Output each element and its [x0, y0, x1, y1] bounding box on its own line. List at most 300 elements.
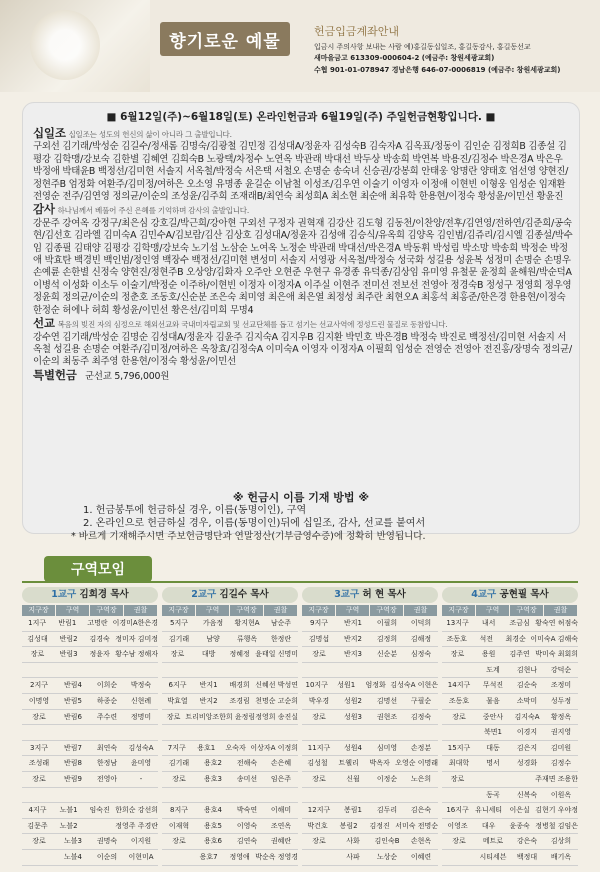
table-cell: 1지구: [28, 619, 47, 627]
table-cell: 신순분: [376, 650, 398, 659]
table-cell: 전해숙: [236, 759, 258, 768]
table-cell: [442, 850, 476, 865]
table-row: [302, 850, 438, 866]
table-cell: 엄정화: [365, 681, 386, 690]
table-cell: 이영조: [447, 821, 468, 830]
table-cell: 무석진: [482, 681, 504, 690]
table-cell: 김정숙: [410, 712, 432, 721]
table-cell: 강덕순: [550, 665, 572, 674]
table-cell: 반림4: [64, 681, 82, 690]
col-header: 권찰: [264, 605, 297, 616]
table-cell: [370, 788, 404, 803]
table-cell: 이순의: [96, 852, 118, 861]
table-cell: 10지구: [305, 681, 328, 690]
table-cell: 시티세븐: [479, 852, 507, 861]
table-row: [22, 678, 158, 694]
table-row: [442, 632, 578, 648]
table-row: [442, 725, 578, 741]
table-cell: 한희순 강선희: [115, 806, 158, 815]
table-cell: 오영순 이명래: [395, 759, 438, 768]
table-row: [442, 678, 578, 694]
table-cell: 조동호: [446, 634, 467, 643]
table-cell: 봉림1: [344, 806, 362, 815]
lily-image: [0, 0, 150, 92]
tithe-note: 십일조는 성도의 헌신의 삶이 아니라 그 출발입니다.: [68, 130, 232, 139]
table-row: [162, 678, 298, 694]
table-cell: 신현례: [130, 696, 152, 705]
table-cell: 반림1: [58, 619, 77, 627]
table-row: [302, 741, 438, 757]
table-row: [162, 647, 298, 663]
method-1: 1. 헌금봉투에 헌금하실 경우, 이름(동명이인), 구역: [83, 505, 307, 516]
table-cell: [196, 788, 230, 803]
table-cell: 반지2: [199, 696, 218, 705]
table-cell: 정윤자: [89, 650, 110, 659]
special-label: 특별헌금: [33, 367, 77, 382]
district-4: [442, 587, 578, 865]
table-row: [22, 694, 158, 710]
table-cell: 장로: [452, 712, 466, 721]
method-title: ※ 헌금시 이름 기재 방법 ※: [232, 491, 370, 504]
col-header: 구역장: [90, 605, 123, 616]
col-header: 구역: [336, 605, 369, 616]
table-cell: [90, 725, 124, 740]
table-cell: 정영애: [229, 852, 250, 861]
table-cell: 노블2: [59, 821, 78, 830]
table-cell: 이원옥: [550, 790, 572, 799]
district-rows: [442, 616, 578, 866]
table-cell: 노블1: [59, 806, 78, 815]
table-cell: 성두정: [550, 696, 572, 705]
table-cell: 김인숙B: [374, 837, 400, 846]
table-cell: 조금심: [509, 619, 530, 627]
col-header: 권찰: [404, 605, 437, 616]
table-cell: 윤태일 신명미: [255, 650, 298, 659]
col-header: 구역: [476, 605, 509, 616]
table-cell: 장로: [312, 774, 326, 783]
table-cell: 용호1: [197, 743, 216, 752]
mission-label: 선교: [33, 316, 55, 331]
table-cell: 윤미영: [130, 759, 152, 768]
table-cell: 황지현A: [234, 619, 260, 627]
table-cell: 장로: [312, 837, 326, 846]
table-cell: 박효열: [167, 696, 188, 705]
table-cell: 하종순: [96, 696, 118, 705]
table-cell: 성원4: [344, 743, 362, 752]
district-header: [162, 587, 298, 603]
table-cell: 김은숙: [410, 806, 432, 815]
table-cell: 사화: [346, 837, 360, 846]
table-cell: [264, 663, 298, 678]
table-cell: 장로: [172, 774, 186, 783]
table-cell: 김성대: [27, 634, 48, 643]
col-header: 지구장: [302, 605, 335, 616]
table-cell: 김현나: [516, 665, 538, 674]
table-row: [22, 647, 158, 663]
table-cell: 조한희 윤정림: [212, 712, 256, 721]
table-cell: [230, 788, 264, 803]
table-cell: 반림5: [64, 696, 82, 705]
table-cell: 도계: [486, 665, 500, 674]
table-row: [22, 710, 158, 726]
table-cell: 김성철: [307, 759, 328, 768]
table-cell: 장로: [312, 712, 326, 721]
table-cell: 배기옥: [550, 852, 572, 861]
table-cell: 박옥자: [369, 759, 390, 768]
table-row: [442, 850, 578, 866]
table-cell: 성경화: [516, 759, 538, 768]
table-cell: [162, 850, 193, 865]
tithe-names: 구외선 김기래/박성순 김길수/정새롬 김명숙/김광철 김민정 김성대A/정윤자 김성숙B 김숙자A 김옥표/정동이 김인순 김정희B 김종설 김평강 김학맹/강보숙 김한별 김혜연 김희숙B 노광택/차정수 노연옥 박관래 박대선 박두상 박송희 박연복 박용진/김정수 박은경A 박은우 박정애 박태윤B 백정선/김미현 서솔지 서옥철/박정숙 서은택 서철오 손명순 송숙녀 신승권/강봉희 안태웅 앙명란 양태호 엄선영 양현진/정현주B 엄정화 여환주/김미정/여하은 오소영 유명종 윤길순 이남철 이성조/김우연 이술기 이영자 이정애 이현빈 이형웅 임성순 임재환 전영순 전주/김연영 정의균/이순의 조성윤/김주희 조재래B/최연숙 최성희A 최소현 최순애 최유학 한용현/이정숙 황성윤/이민선 황윤진: [33, 141, 569, 203]
table-row: [302, 663, 438, 679]
table-cell: 신복숙: [516, 790, 538, 799]
table-row: [22, 616, 158, 632]
table-cell: 정혜정: [229, 650, 250, 659]
table-cell: 정명미: [130, 712, 152, 721]
table-cell: [404, 725, 438, 740]
table-cell: 김기래: [168, 634, 190, 643]
week-header: ■ 6월12일(주)~6월18일(토) 온라인헌금과 6월19일(주) 주일헌금현황입니다. ■: [106, 111, 496, 123]
table-cell: 장로: [452, 837, 466, 846]
table-cell: [22, 663, 56, 678]
table-cell: 장로: [30, 650, 45, 659]
table-cell: 5지구: [170, 619, 188, 627]
table-cell: 이경미A한은경: [112, 619, 158, 627]
table-cell: [124, 663, 158, 678]
table-cell: 정병철 김임은: [535, 821, 578, 830]
table-row: [162, 616, 298, 632]
col-header: 권찰: [544, 605, 577, 616]
table-cell: 남양: [206, 634, 220, 643]
table-cell: 김주연: [509, 650, 530, 659]
table-cell: 박미숙 최회희: [535, 650, 578, 659]
table-cell: 중안사: [482, 712, 504, 721]
table-cell: [302, 663, 336, 678]
district-num: 4교구: [471, 589, 497, 600]
account-info: [314, 26, 594, 76]
table-row: [442, 710, 578, 726]
table-cell: 이영숙: [236, 821, 258, 830]
table-cell: [22, 788, 56, 803]
table-cell: [442, 788, 476, 803]
district-num: 2교구: [191, 589, 217, 600]
table-cell: [302, 725, 336, 740]
table-row: [162, 788, 298, 804]
table-cell: 강은숙: [516, 837, 538, 846]
table-cell: [370, 725, 404, 740]
table-cell: 메트로: [482, 837, 504, 846]
table-row: [22, 834, 158, 850]
table-cell: 장로: [450, 650, 465, 659]
table-cell: 박우경: [308, 696, 330, 705]
table-cell: 전영아: [96, 774, 118, 783]
table-cell: [196, 663, 230, 678]
table-cell: 사파: [346, 852, 360, 861]
table-cell: 임숙진: [89, 806, 110, 815]
table-cell: [230, 725, 264, 740]
table-row: [22, 756, 158, 772]
table-cell: 김상희: [550, 837, 572, 846]
table-cell: 윤종숙: [509, 821, 530, 830]
table-cell: 내서: [481, 619, 496, 627]
table-cell: 반림8: [64, 759, 82, 768]
table-cell: 김정수: [550, 759, 572, 768]
table-cell: 명서: [486, 759, 500, 768]
district-rows: [302, 616, 438, 866]
table-cell: 주재면 조용한: [535, 774, 578, 783]
table-cell: 장로: [32, 774, 46, 783]
table-cell: 박정숙: [130, 681, 152, 690]
table-cell: 김미원: [550, 743, 572, 752]
table-cell: 박순옥 정영경: [255, 852, 298, 861]
table-cell: 조연옥: [270, 821, 292, 830]
account-title: 헌금입금계좌안내: [314, 25, 400, 38]
col-header: 구역장: [510, 605, 543, 616]
table-cell: 천명순 고순희: [255, 696, 298, 705]
table-row: [442, 803, 578, 819]
table-cell: 8지구: [170, 806, 188, 815]
table-cell: 조성래: [28, 759, 50, 768]
table-cell: 최경순: [505, 634, 526, 643]
district-1: [22, 587, 158, 865]
table-cell: 동곡: [486, 790, 500, 799]
table-row: [442, 616, 578, 632]
table-cell: 반지1: [199, 681, 218, 690]
thanks-note: 하나님께서 베풀어 주신 은혜를 기억하며 감사의 출발입니다.: [57, 206, 250, 216]
table-cell: 권현조: [376, 712, 398, 721]
table-cell: [56, 788, 90, 803]
table-cell: [336, 663, 370, 678]
district-2: [162, 587, 298, 865]
table-row: [162, 710, 298, 726]
table-cell: -: [139, 774, 143, 783]
col-header: 지구장: [22, 605, 55, 616]
table-cell: 최대학: [448, 759, 470, 768]
thanks-names: 강문주 강여옥 강정구/최은심 강호길/박근희/강아현 구외선 구정자 권혁재 김강산 김도형 김동천/이찬양/전후/김연영/전하연/김준희/공숙현/김선호 김라엘 김미숙A 김민수A/김보람/김산 김상호 김성대A/정윤자 김성애 김승식/유옥희 김양옥 김인범/김쥬리/김시엘 김종설/박수임 김종필 김태양 김평강 김학맹/강보숙 노기섭 노삼순 노여옥 노정순 박관래 박대선/박은경A 박동휘 박성림 박소망 박송희 박정순 박정애 박효탄 백경빈 백인범/정인영 백장수 백정선/김미현 변성미 서솔지 서영광 서옥철/박정숙 성국화 성길용 성윤복 성정미 손명순 손명우 손예륜 손한별 신정숙 양현진/정현주B 오상양/김화자 오주안 오현준 우현구 유경종 유덕종/김상임 유미영 유철문 윤정희 윤해원/박순덕A 이병석 이성화 이소두 이술기/박정순 이주하/이현빈 이정자 이정자A 이주실 이현주 전미선 전보선 전영아 정경숙B 정성구 정영희 정우영 정윤희 정의균/이순의 정춘호 조동호/신순분 조은숙 최미영 최은애 최은열 최정성 최주란 최현오A 최홍석 최홍준/한은경 한용현/이정숙 한정순 허에나 허희 황성윤/이민선 황은선/김미희 무명4: [33, 217, 573, 316]
table-cell: [473, 772, 504, 787]
table-cell: 박숙연: [236, 806, 258, 815]
table-cell: 유니세티: [475, 806, 503, 815]
table-cell: 조경림: [229, 696, 250, 705]
table-cell: 4지구: [28, 806, 47, 815]
table-row: [302, 834, 438, 850]
table-cell: 이정순: [376, 774, 398, 783]
table-cell: 이명영: [28, 696, 50, 705]
table-row: [302, 710, 438, 726]
table-cell: 용호7: [199, 852, 218, 861]
table-row: [22, 850, 158, 866]
table-cell: 조동호: [448, 696, 470, 705]
table-cell: 이경지: [516, 728, 538, 737]
district-rows: [162, 616, 298, 866]
table-cell: 주수련: [96, 712, 118, 721]
col-header: 권찰: [124, 605, 157, 616]
table-row: [162, 772, 298, 788]
table-cell: 가음정: [202, 619, 224, 627]
table-cell: 이재혁: [168, 821, 190, 830]
table-row: [162, 663, 298, 679]
offering-body: [33, 127, 573, 383]
table-row: [22, 788, 158, 804]
table-row: [22, 663, 158, 679]
table-cell: 대동: [486, 743, 500, 752]
table-row: [162, 741, 298, 757]
table-cell: 정영주 주경란: [115, 821, 158, 830]
table-cell: [90, 663, 124, 678]
table-cell: 김문주: [27, 821, 48, 830]
tithe-label: 십일조: [33, 126, 66, 140]
table-row: [442, 772, 578, 788]
table-cell: [22, 850, 56, 865]
table-cell: 봉림2: [339, 821, 358, 830]
column-headers: [22, 605, 158, 616]
table-cell: 노블3: [64, 837, 82, 846]
table-cell: 권혜란: [270, 837, 292, 846]
table-cell: 용호4: [204, 806, 222, 815]
table-row: [442, 647, 578, 663]
table-cell: [442, 663, 476, 678]
table-cell: 반지3: [344, 650, 362, 659]
table-row: [162, 632, 298, 648]
account-line-2: 새마을금고 613309-000604-2 (예금주: 창원세광교회): [314, 54, 495, 62]
table-cell: 2지구: [30, 681, 48, 690]
table-cell: 용원: [481, 650, 496, 659]
table-cell: 김경숙: [89, 634, 110, 643]
district-num: 1교구: [51, 589, 77, 600]
table-cell: 이해미: [270, 806, 292, 815]
table-row: [302, 725, 438, 741]
table-row: [302, 819, 438, 835]
column-headers: [442, 605, 578, 616]
table-cell: [230, 663, 264, 678]
table-cell: 석전: [479, 634, 493, 643]
table-cell: 김연숙: [236, 837, 258, 846]
table-cell: 김명선: [376, 696, 398, 705]
table-cell: [124, 788, 158, 803]
table-cell: 소막미: [516, 696, 538, 705]
table-cell: 권지영: [550, 728, 572, 737]
table-row: [442, 663, 578, 679]
district-header: [442, 587, 578, 603]
table-cell: 한정남: [96, 759, 118, 768]
table-cell: [124, 725, 158, 740]
table-row: [162, 819, 298, 835]
table-cell: 장로: [166, 712, 181, 721]
account-line-3: 수협 901-01-078947 경남은행 646-07-0006819 (예금주: 창원세광교회): [314, 65, 561, 74]
table-cell: 황수남 정해자: [115, 650, 158, 659]
table-cell: 장로: [32, 837, 46, 846]
logo-banner: 향기로운 예물: [160, 22, 290, 56]
table-cell: [504, 772, 535, 787]
divider: [22, 581, 578, 583]
table-cell: 9지구: [310, 619, 328, 627]
table-cell: 용호6: [204, 837, 222, 846]
table-cell: 14지구: [447, 681, 471, 690]
table-cell: 대우: [481, 821, 496, 830]
table-cell: 고명란: [87, 619, 108, 627]
table-cell: 이은실: [509, 806, 530, 815]
table-cell: 박건호: [307, 821, 328, 830]
table-row: [302, 694, 438, 710]
table-cell: 용호5: [204, 821, 222, 830]
table-cell: [404, 663, 438, 678]
table-row: [442, 834, 578, 850]
table-cell: 트리비앙: [185, 712, 213, 721]
table-cell: 장로: [450, 774, 465, 783]
table-cell: 성원2: [344, 696, 362, 705]
table-cell: 이혜련: [410, 852, 432, 861]
table-cell: [336, 725, 370, 740]
table-cell: 김정희: [376, 634, 398, 643]
table-cell: 16지구: [446, 806, 469, 815]
col-header: 지구장: [442, 605, 475, 616]
method-note: * 바르게 기재해주시면 주보헌금명단과 연말정산(기부금영수증)에 정확히 반영됩니다.: [71, 531, 426, 542]
table-cell: 김지숙A: [514, 712, 540, 721]
table-cell: 서미숙 전명순: [395, 821, 438, 830]
table-row: [162, 694, 298, 710]
account-line-1: 입금시 주의사항 보내는 사람 예)홍길동십일조, 홍길동감사, 홍길동선교: [314, 42, 531, 51]
table-cell: 송미선: [236, 774, 258, 783]
table-cell: 신월: [346, 774, 360, 783]
offering-panel: [22, 102, 580, 542]
table-cell: 손은혜: [270, 759, 292, 768]
table-cell: 황숙연 허점숙: [535, 619, 578, 627]
table-cell: [90, 788, 124, 803]
table-cell: 장로: [312, 650, 326, 659]
table-cell: [162, 788, 196, 803]
column-headers: [302, 605, 438, 616]
table-cell: 이상자A 이정희: [250, 743, 298, 752]
table-cell: 노상순: [376, 852, 398, 861]
table-cell: 김해정: [410, 634, 432, 643]
table-cell: [196, 725, 230, 740]
table-cell: 손현옥: [410, 837, 432, 846]
col-header: 구역: [56, 605, 89, 616]
district-meetings-title: 구역모임: [44, 556, 152, 582]
table-cell: 장로: [32, 712, 46, 721]
table-cell: [302, 788, 336, 803]
method-2: 2. 온라인으로 헌금하실 경우, 이름(동명이인)뒤에 십일조, 감사, 선교를 붙여서: [83, 518, 426, 529]
mission-note: 복음의 빚진 자의 심정으로 해외선교와 국내미자립교회 및 선교단체를 돕고 섬기는 선교사역에 정성드린 물질로 동참합니다.: [57, 320, 448, 330]
table-cell: 최연숙: [96, 743, 118, 752]
table-cell: 반림3: [59, 650, 78, 659]
table-cell: 용호2: [204, 759, 222, 768]
table-cell: 3지구: [30, 743, 48, 752]
table-row: [302, 788, 438, 804]
special-value: 군선교 5,796,000원: [84, 370, 170, 382]
district-pastor: 허 현 목사: [362, 589, 406, 600]
table-cell: [264, 788, 298, 803]
table-cell: 이미숙A 김해숙: [530, 634, 578, 643]
naming-method: [23, 491, 579, 543]
table-cell: 조정미: [550, 681, 572, 690]
table-cell: 트웰리: [338, 759, 359, 768]
table-cell: 13지구: [446, 619, 469, 627]
table-cell: 반림7: [64, 743, 82, 752]
table-cell: 반림6: [64, 712, 82, 721]
table-row: [162, 756, 298, 772]
district-header: [302, 587, 438, 603]
table-row: [22, 632, 158, 648]
table-cell: 이현미A: [128, 852, 154, 861]
district-num: 3교구: [334, 589, 360, 600]
table-cell: [264, 725, 298, 740]
table-cell: 장로: [170, 650, 185, 659]
mission-names: 강수연 김기래/박성순 김명순 김성대A/정윤자 김윤주 김지숙A 김지우B 김지환 박민호 박은경B 박정숙 박진로 백정선/김미현 서솔지 서옥철 성길용 손명순 여환주/김미정/여하은 옥창효/김정숙A 이미숙A 이영자 이정자A 이필희 임성순 전영순 전영아 전진홍/장명숙 정의균/이순의 최동주 최주영 한용현/이정숙 황성윤/이민선: [33, 331, 572, 368]
table-cell: 정미자 김미정: [115, 634, 158, 643]
table-cell: 류행옥: [236, 634, 258, 643]
table-row: [302, 772, 438, 788]
